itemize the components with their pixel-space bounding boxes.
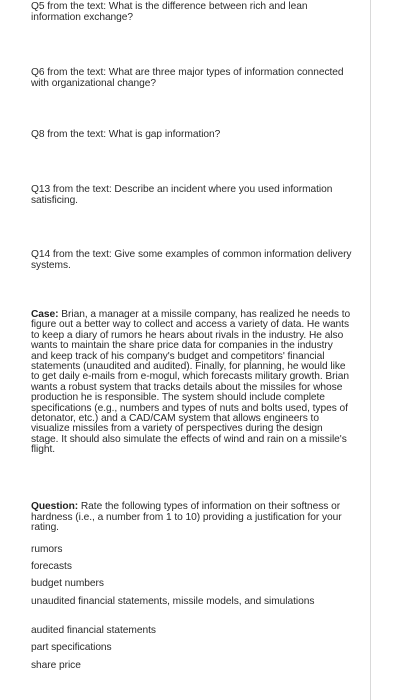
case-text: Brian, a manager at a missile company, has realized he needs to figure out a better way to collect and access a variety of data. He wants to keep a diary of rumors he hears about rivals in the industry. He also wants to maintain the share price data for companies in the industry and keep track of his company's budget and competitors' financial statements (unaudited and audited). Finally, for planning, he would like to get daily e-mails from e-mogul, which forecasts military growth. Brian wants a robust system that tracks details about the missiles for whose production he is responsible. The system should include complete specifications (e.g., numbers and types of nuts and bolts used, types of detonator, etc.) and a CAD/CAM system that allows engineers to visualize missiles from a variety of perspectives during the design stage. It should also simulate the effects of wind and rain on a missile's flight. xyxy=(31,309,351,456)
question-q14: Q14 from the text: Give some examples of common information delivery systems. xyxy=(31,249,352,271)
question-q6: Q6 from the text: What are three major types of information connected with organizational change? xyxy=(31,67,344,89)
case-paragraph xyxy=(31,310,351,456)
list-item: rumors xyxy=(31,544,63,555)
question-q13: Q13 from the text: Describe an incident where you used information satisficing. xyxy=(31,184,333,206)
question-q5: Q5 from the text: What is the difference between rich and lean information exchange? xyxy=(31,1,308,23)
question-label: Question: xyxy=(31,501,79,512)
list-item: unaudited financial statements, missile models, and simulations xyxy=(31,596,315,607)
question-q8: Q8 from the text: What is gap information? xyxy=(31,129,221,140)
list-item: share price xyxy=(31,660,81,671)
list-item: audited financial statements xyxy=(31,625,156,636)
rating-question xyxy=(31,502,353,534)
case-label: Case: xyxy=(31,309,59,320)
list-item: part specifications xyxy=(31,642,112,653)
list-item: forecasts xyxy=(31,561,72,572)
list-item: budget numbers xyxy=(31,578,104,589)
question-text: Rate the following types of information on their softness or hardness (i.e., a number from 1 to 10) providing a justification for your rating. xyxy=(31,501,342,534)
page-margin xyxy=(371,0,417,700)
